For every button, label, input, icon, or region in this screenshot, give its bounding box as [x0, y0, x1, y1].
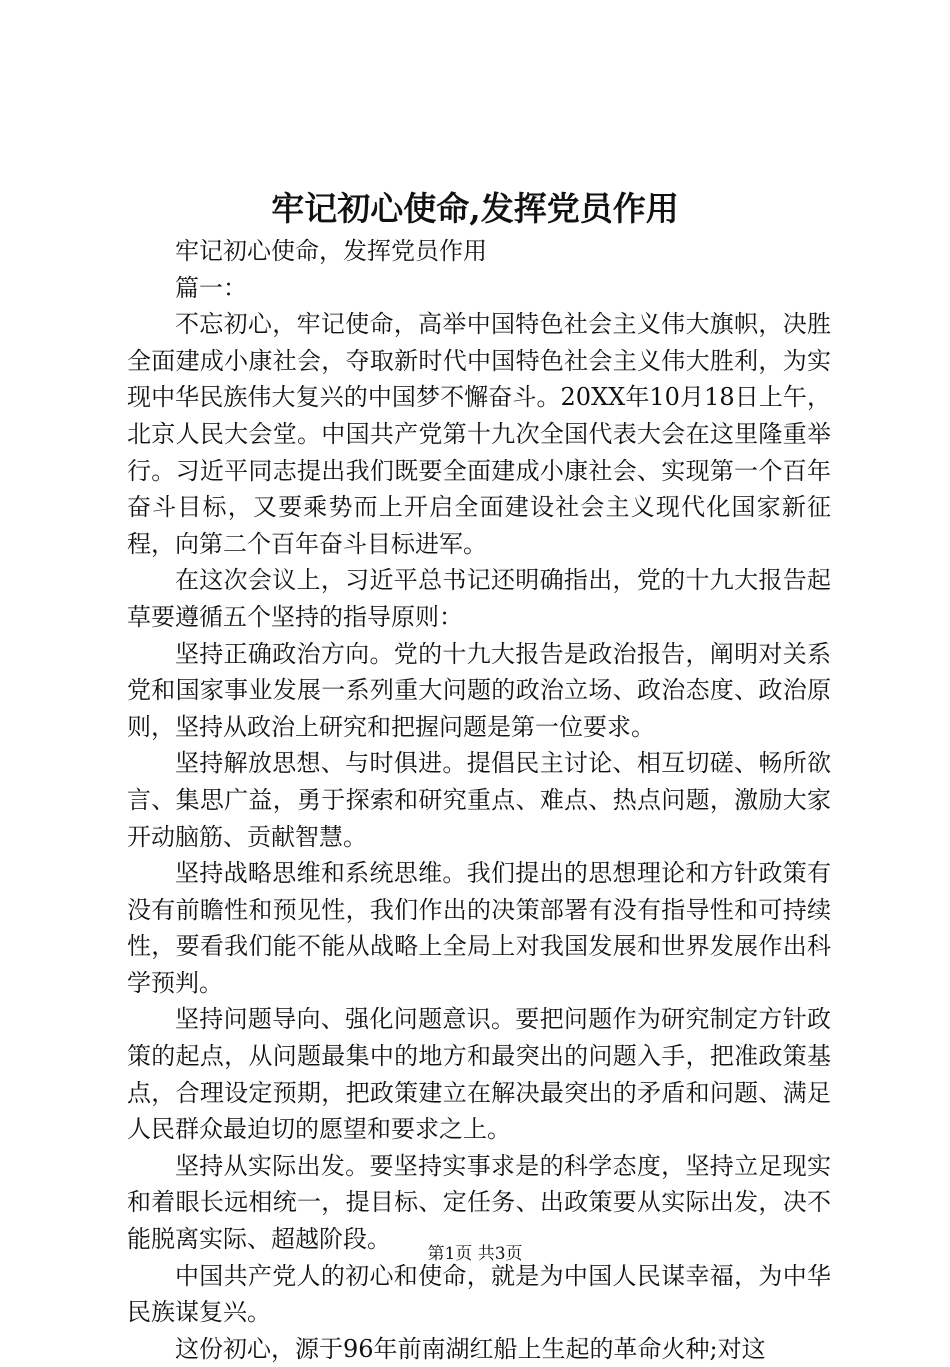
body-paragraph: 坚持解放思想、与时俱进。提倡民主讨论、相互切磋、畅所欲言、集思广益，勇于探索和研究重点、难点、热点问题，激励大家开动脑筋、贡献智慧。: [127, 749, 831, 851]
subtitle-paragraph: 牢记初心使命，发挥党员作用: [175, 237, 487, 265]
body-paragraph: 坚持问题导向、强化问题意识。要把问题作为研究制定方针政策的起点，从问题最集中的地方和最突出的问题入手，把准政策基点，合理设定预期，把政策建立在解决最突出的矛盾和问题、满足人民群众最迫切的愿望和要求之上。: [127, 1005, 831, 1144]
page-footer: 第1页 共3页: [427, 1244, 523, 1264]
body-paragraph: 坚持战略思维和系统思维。我们提出的思想理论和方针政策有没有前瞻性和预见性，我们作出的决策部署有没有指导性和可持续性，要看我们能不能从战略上全局上对我国发展和世界发展作出科学预判。: [127, 859, 831, 997]
body-paragraph: 在这次会议上，习近平总书记还明确指出，党的十九大报告起草要遵循五个坚持的指导原则：: [127, 566, 831, 631]
section-heading: 篇一：: [175, 273, 247, 302]
body-paragraph: 坚持从实际出发。要坚持实事求是的科学态度，坚持立足现实和着眼长远相统一，提目标、定任务、出政策要从实际出发，决不能脱离实际、超越阶段。: [127, 1151, 831, 1254]
body-paragraph: 不忘初心，牢记使命，高举中国特色社会主义伟大旗帜，决胜全面建成小康社会，夺取新时代中国特色社会主义伟大胜利，为实现中华民族伟大复兴的中国梦不懈奋斗。20XX年10月18日上午，北京人民大会堂。中国共产党第十九次全国代表大会在这里隆重举行。习近平同志提出我们既要全面建成小康社会、实现第一个百年奋斗目标，又要乘势而上开启全面建设社会主义现代化国家新征程，向第二个百年奋斗目标进军。: [127, 310, 831, 558]
body-paragraph: 坚持正确政治方向。党的十九大报告是政治报告，阐明对关系党和国家事业发展一系列重大问题的政治立场、政治态度、政治原则，坚持从政治上研究和把握问题是第一位要求。: [127, 639, 831, 741]
body-paragraph: 这份初心，源于96年前南湖红船上生起的革命火种;对这: [175, 1334, 766, 1363]
body-paragraph: 中国共产党人的初心和使命，就是为中国人民谋幸福，为中华民族谋复兴。: [127, 1261, 831, 1327]
document-body: [127, 233, 831, 1367]
page-title: 牢记初心使命,发挥党员作用: [271, 189, 679, 228]
